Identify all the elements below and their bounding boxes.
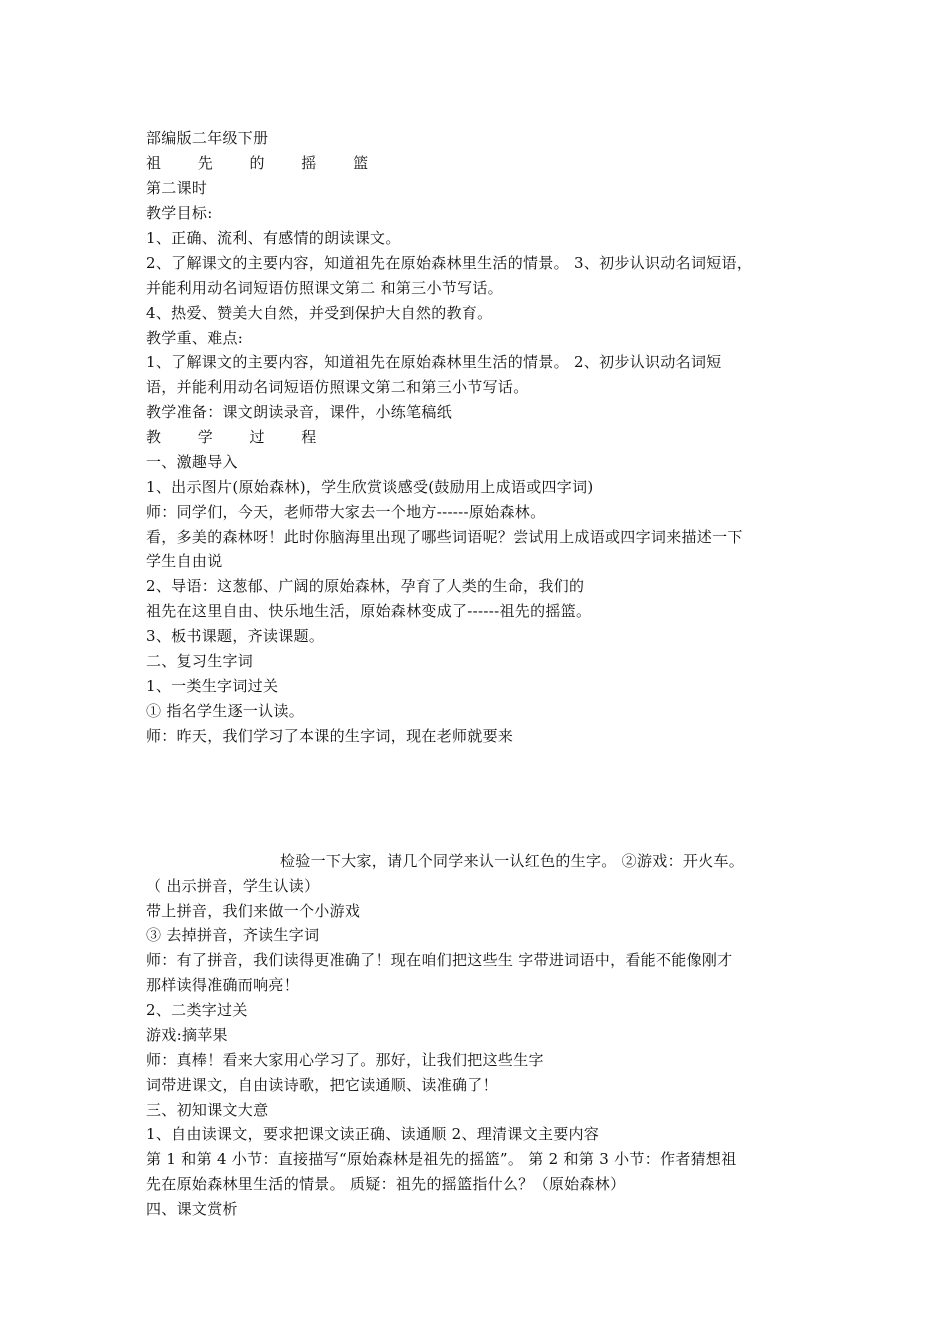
text-line: 那样读得准确而响亮！ [146, 976, 300, 994]
section-heading: 二、复习生字词 [146, 652, 254, 670]
section-heading: 三、初知课文大意 [146, 1101, 269, 1119]
text-line: 语，并能利用动名词短语仿照课文第二和第三小节写话。 [146, 378, 529, 396]
text-line: 1、正确、流利、有感情的朗读课文。 [146, 229, 401, 247]
section-heading: 四、课文赏析 [146, 1200, 238, 1218]
section-heading-objectives: 教学目标: [146, 204, 213, 222]
text-line: 祖先在这里自由、快乐地生活，原始森林变成了------祖先的摇篮。 [146, 602, 592, 620]
text-line: 师：同学们，今天，老师带大家去一个地方------原始森林。 [146, 503, 546, 521]
text-line: ① 指名学生逐一认读。 [146, 702, 305, 720]
text-line: 2、了解课文的主要内容，知道祖先在原始森林里生活的情景。 3、初步认识动名词短语， [146, 254, 753, 272]
text-line: 1、一类生字词过关 [146, 677, 279, 695]
text-line: 1、出示图片(原始森林)，学生欣赏谈感受(鼓励用上成语或四字词) [146, 478, 594, 496]
text-line: 看，多美的森林呀！此时你脑海里出现了哪些词语呢？尝试用上成语或四字词来描述一下 [146, 528, 743, 546]
text-line: 2、导语：这葱郁、广阔的原始森林，孕育了人类的生命，我们的 [146, 577, 585, 595]
text-line: 第 1 和第 4 小节：直接描写“原始森林是祖先的摇篮”。 第 2 和第 3 小节：作者猜想祖 [146, 1150, 737, 1168]
text-line: 检验一下大家，请几个同学来认一认红色的生字。 ②游戏：开火车。 [280, 852, 745, 870]
text-line: 词带进课文，自由读诗歌，把它读通顺、读准确了！ [146, 1076, 498, 1094]
grade-label: 部编版二年级下册 [146, 129, 269, 147]
text-line: 带上拼音，我们来做一个小游戏 [146, 902, 361, 920]
lesson-period: 第二课时 [146, 179, 208, 197]
lesson-title: 祖 先 的 摇 篮 [146, 154, 385, 172]
text-line: 先在原始森林里生活的情景。 质疑：祖先的摇篮指什么？（原始森林） [146, 1175, 626, 1193]
text-line: 1、自由读课文，要求把课文读正确、读通顺 2、理清课文主要内容 [146, 1125, 600, 1143]
text-line: ③ 去掉拼音，齐读生字词 [146, 926, 320, 944]
text-line: 学生自由说 [146, 552, 223, 570]
section-heading-key-points: 教学重、难点: [146, 329, 244, 347]
text-line: 师：真棒！看来大家用心学习了。那好，让我们把这些生字 [146, 1051, 544, 1069]
text-line: 师：有了拼音，我们读得更准确了！现在咱们把这些生 字带进词语中，看能不能像刚才 [146, 951, 733, 969]
section-heading-process: 教 学 过 程 [146, 428, 333, 446]
text-line: （ 出示拼音，学生认读） [146, 877, 320, 895]
text-line: 游戏:摘苹果 [146, 1026, 228, 1044]
text-line: 并能利用动名词短语仿照课文第二 和第三小节写话。 [146, 279, 503, 297]
text-line: 师：昨天，我们学习了本课的生字词，现在老师就要来 [146, 727, 514, 745]
text-line: 1、了解课文的主要内容，知道祖先在原始森林里生活的情景。 2、初步认识动名词短 [146, 353, 722, 371]
text-line: 4、热爱、赞美大自然，并受到保护大自然的教育。 [146, 304, 493, 322]
text-line: 2、二类字过关 [146, 1001, 248, 1019]
text-line: 3、板书课题，齐读课题。 [146, 627, 325, 645]
text-line: 教学准备：课文朗读录音，课件，小练笔稿纸 [146, 403, 453, 421]
section-heading: 一、激趣导入 [146, 453, 238, 471]
